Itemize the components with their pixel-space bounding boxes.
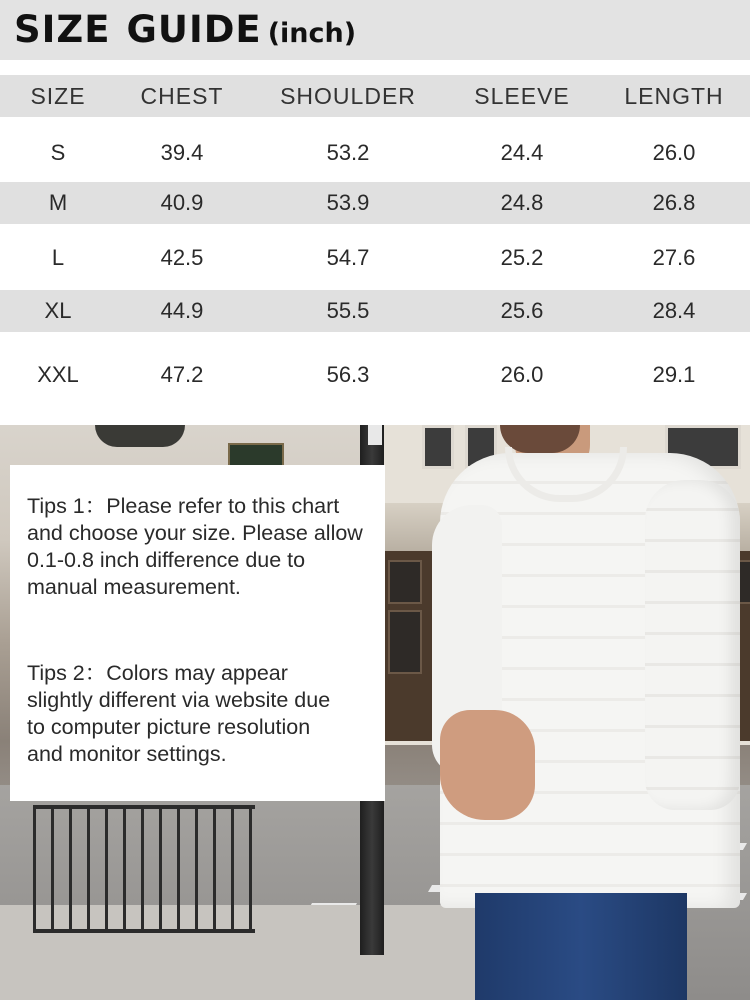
table-row	[0, 182, 750, 224]
sleeve-cell: 26.0	[500, 362, 544, 387]
chest-cell: 39.4	[160, 140, 204, 165]
size-cell: XXL	[37, 362, 79, 387]
chest-cell: 44.9	[160, 298, 204, 323]
size-cell: S	[50, 140, 66, 165]
tip-2-line: to computer picture resolution	[27, 715, 311, 739]
column-header-length: LENGTH	[624, 82, 724, 109]
length-cell: 29.1	[652, 362, 696, 387]
tips-box	[10, 465, 385, 801]
shoulder-cell: 56.3	[326, 362, 370, 387]
sleeve-cell: 25.6	[500, 298, 544, 323]
shoulder-cell: 53.2	[326, 140, 370, 165]
page-title	[14, 8, 356, 51]
column-header-size: SIZE	[30, 82, 86, 109]
model-hands	[440, 710, 535, 820]
tip-1-line: Tips 1：Please refer to this chart	[27, 494, 340, 518]
tip-2	[27, 660, 382, 768]
tip-2-line: slightly different via website due	[27, 688, 331, 712]
title-word-guide: GUIDE	[126, 8, 262, 51]
column-header-shoulder: SHOULDER	[280, 82, 416, 109]
size-cell: XL	[44, 298, 72, 323]
length-cell: 28.4	[652, 298, 696, 323]
title-unit: (inch)	[267, 18, 357, 49]
sleeve-cell: 24.4	[500, 140, 544, 165]
size-cell: M	[48, 190, 68, 215]
table-row	[0, 345, 750, 405]
sweater-sleeve-right	[645, 480, 740, 810]
chest-cell: 40.9	[160, 190, 204, 215]
tip-1-line: manual measurement.	[27, 575, 241, 599]
tip-1	[27, 493, 382, 601]
size-guide-header	[0, 0, 750, 60]
column-header-chest: CHEST	[140, 82, 224, 109]
size-cell: L	[51, 245, 65, 270]
tip-1-line: 0.1-0.8 inch difference due to	[27, 548, 306, 572]
table-row	[0, 125, 750, 181]
length-cell: 26.8	[652, 190, 696, 215]
tip-1-line: and choose your size. Please allow	[27, 521, 363, 545]
shoulder-cell: 54.7	[326, 245, 370, 270]
title-word-size: SIZE	[14, 8, 111, 51]
table-row	[0, 230, 750, 286]
chest-cell: 42.5	[160, 245, 204, 270]
table-row	[0, 290, 750, 332]
sleeve-cell: 24.8	[500, 190, 544, 215]
chest-cell: 47.2	[160, 362, 204, 387]
sleeve-cell: 25.2	[500, 245, 544, 270]
column-header-sleeve: SLEEVE	[474, 82, 570, 109]
shoulder-cell: 53.9	[326, 190, 370, 215]
length-cell: 27.6	[652, 245, 696, 270]
shoulder-cell: 55.5	[326, 298, 370, 323]
blue-jeans	[475, 893, 687, 1000]
length-cell: 26.0	[652, 140, 696, 165]
tip-2-line: and monitor settings.	[27, 742, 227, 766]
tip-2-line: Tips 2：Colors may appear	[27, 661, 288, 685]
table-header-row	[0, 75, 750, 117]
